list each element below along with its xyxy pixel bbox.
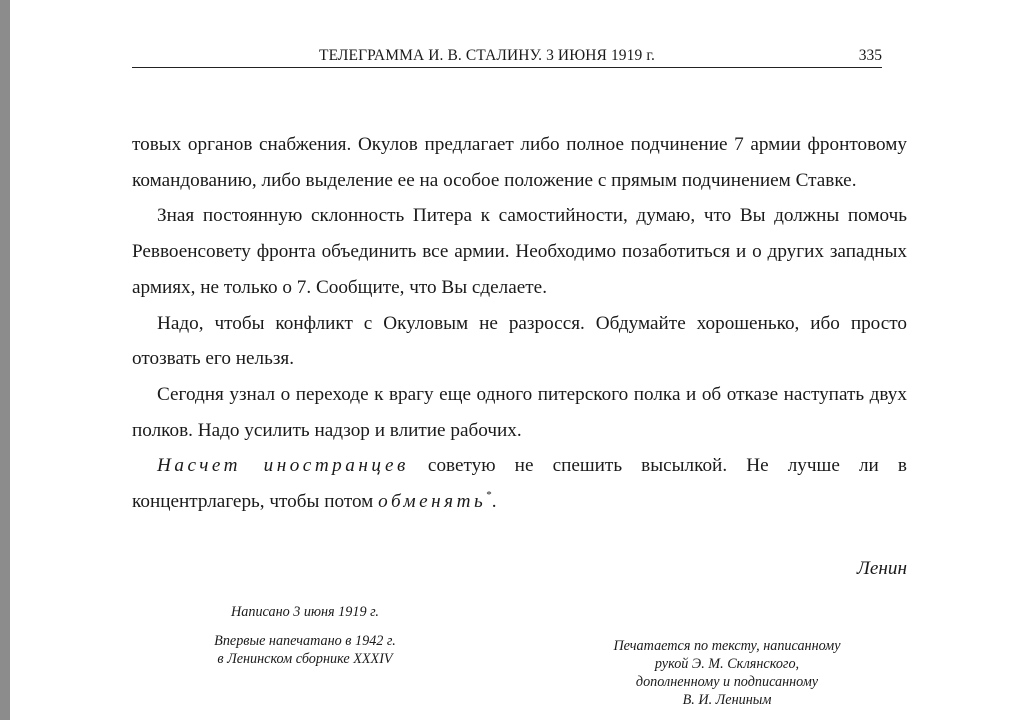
written-date: Написано 3 июня 1919 г.	[231, 604, 379, 620]
paragraph-3: Надо, чтобы конфликт с Окуловым не разросся. Обдумайте хорошенько, ибо просто отозвать его нельзя.	[132, 312, 907, 370]
footnote-marker: *	[486, 489, 492, 502]
source-note-line-2: рукой Э. М. Склянского,	[654, 656, 800, 672]
emphasis-foreigners: Насчет иностранцев	[157, 455, 409, 477]
publication-note-right	[592, 637, 862, 709]
paragraph-5-middle: советую не спешить высылкой. Не лучше ли в концентрлагерь, чтобы потом	[132, 455, 907, 513]
first-published-line-1: Впервые напечатано в 1942 г.	[214, 633, 396, 649]
source-note-line-4: В. И. Лениным	[682, 692, 772, 708]
signature: Ленин	[856, 558, 907, 579]
paragraph-4: Сегодня узнал о переходе к врагу еще одного питерского полка и об отказе наступать двух полков. Надо усилить надзор и влитие рабочих.	[132, 383, 907, 441]
telegram-body	[132, 127, 907, 520]
source-note-line-3: дополненному и подписанному	[635, 674, 819, 690]
running-head	[132, 47, 882, 68]
first-published-line-2: в Ленинском сборнике XXXIV	[217, 651, 393, 667]
paragraph-1: товых органов снабжения. Окулов предлагает либо полное подчинение 7 армии фронтовому командованию, либо выделение ее на особое положение с прямым подчинением Ставке.	[132, 134, 907, 191]
paragraph-5	[132, 448, 907, 519]
emphasis-exchange: обменять	[378, 491, 487, 513]
paragraph-5-end: .	[491, 491, 497, 513]
publication-note-left	[170, 603, 440, 668]
paragraph-2: Зная постоянную склонность Питера к самостийности, думаю, что Вы должны помочь Реввоенсовету фронта объединить все армии. Необходимо позаботиться и о других западных армиях, не только о 7. Сообщите, что Вы сделаете.	[132, 205, 907, 298]
source-note-line-1: Печатается по тексту, написанному	[613, 638, 841, 654]
running-head-title: ТЕЛЕГРАММА И. В. СТАЛИНУ. 3 ИЮНЯ 1919 г.	[319, 47, 656, 64]
page-number: 335	[858, 47, 882, 64]
